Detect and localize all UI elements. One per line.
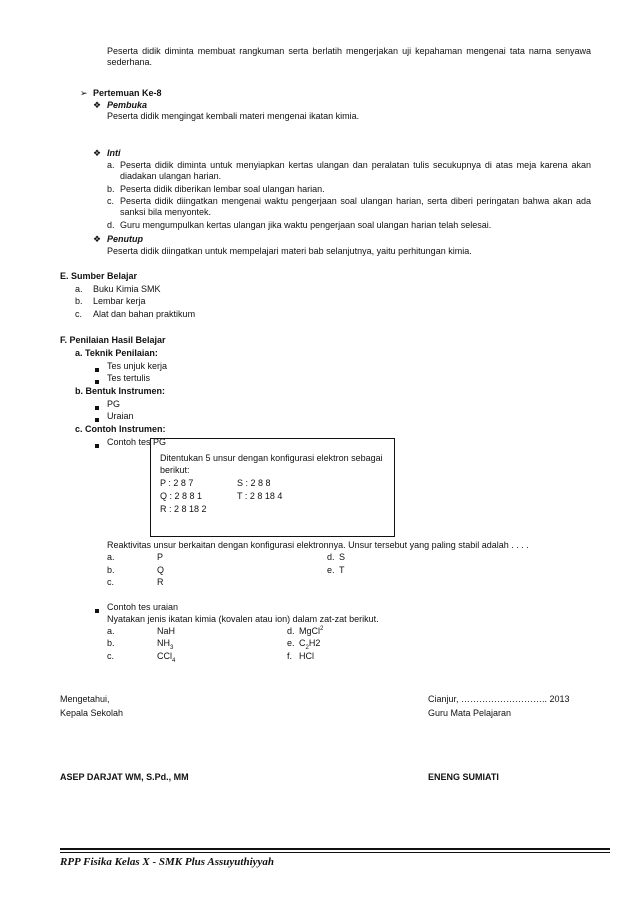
pembuka-title: Pembuka (107, 100, 148, 110)
sumber-marker: a. (75, 284, 83, 294)
footer-divider (60, 848, 610, 850)
pg-option: Q (157, 565, 165, 575)
bentuk-item: PG (107, 399, 121, 409)
uraian-option-marker: a. (107, 626, 115, 636)
diamond-bullet-icon: ❖ (93, 100, 102, 110)
square-bullet-icon (95, 364, 99, 375)
square-bullet-icon (95, 605, 99, 616)
diamond-bullet-icon: ❖ (93, 234, 102, 244)
sumber-title: E. Sumber Belajar (60, 271, 138, 281)
penutup-title: Penutup (107, 234, 143, 244)
pg-question: Reaktivitas unsur berkaitan dengan konfigurasi elektronnya. Unsur tersebut yang paling stabil adalah . . . . (107, 540, 529, 550)
sumber-item: Buku Kimia SMK (93, 284, 161, 294)
intro-paragraph: Peserta didik diminta membuat rangkuman serta berlatih mengerjakan uji kepahaman mengenai tata nama senyawa sederhana. (107, 46, 591, 67)
uraian-label: Contoh tes uraian (107, 602, 179, 612)
box-config-p: P : 2 8 7 (160, 478, 194, 488)
pg-option: S (339, 552, 346, 562)
uraian-option-marker: d. (287, 626, 295, 636)
sumber-marker: c. (75, 309, 83, 319)
inti-marker: c. (107, 196, 115, 206)
penilaian-title: F. Penilaian Hasil Belajar (60, 335, 166, 345)
uraian-question: Nyatakan jenis ikatan kimia (kovalen atau ion) dalam zat-zat berikut. (107, 614, 379, 624)
formula-pre: C (299, 638, 306, 648)
bentuk-title: b. Bentuk Instrumen: (75, 386, 166, 396)
inti-marker: d. (107, 220, 115, 230)
formula-sub: 2 (305, 644, 309, 651)
formula-sub: 3 (170, 644, 174, 651)
pg-option-marker: a. (107, 552, 115, 562)
pertemuan-title: Pertemuan Ke-8 (93, 88, 162, 98)
signature-left-line1: Mengetahui, (60, 694, 110, 704)
inti-item: Guru mengumpulkan kertas ulangan jika waktu pengerjaan soal ulangan harian telah selesai. (120, 220, 492, 230)
square-bullet-icon (95, 440, 99, 451)
signature-right-line1: Cianjur, ……………………….. 2013 (428, 694, 570, 704)
pg-option-marker: c. (107, 577, 115, 587)
inti-marker: b. (107, 184, 115, 194)
uraian-option (157, 638, 173, 649)
box-config-s: S : 2 8 8 (237, 478, 271, 488)
uraian-option-marker: e. (287, 638, 295, 648)
uraian-option: NaH (157, 626, 176, 636)
bentuk-item: Uraian (107, 411, 134, 421)
footer-text: RPP Fisika Kelas X - SMK Plus Assuyuthiyyah (60, 856, 275, 868)
teknik-title: a. Teknik Penilaian: (75, 348, 158, 358)
contoh-title: c. Contoh Instrumen: (75, 424, 166, 434)
uraian-option (299, 638, 320, 649)
formula-base: CCl (157, 651, 172, 661)
footer-divider-thin (60, 852, 610, 853)
pembuka-text: Peserta didik mengingat kembali materi mengenai ikatan kimia. (107, 111, 360, 121)
pg-option-marker: e. (327, 565, 335, 575)
uraian-option: HCl (299, 651, 314, 661)
arrow-bullet-icon: ➢ (80, 88, 88, 98)
formula-sub: 4 (172, 657, 176, 664)
box-config-r: R : 2 8 18 2 (160, 504, 207, 514)
contoh-pg-label: Contoh tes PG (107, 437, 167, 447)
inti-title: Inti (107, 148, 121, 158)
inti-item: Peserta didik diingatkan mengenai waktu pengerjaan soal ulangan harian, serta diberi peringatan bahwa akan ada sanksi bila menyontek. (120, 196, 591, 217)
penutup-text: Peserta didik diingatkan untuk mempelajari materi bab selanjutnya, yaitu perhitungan kimia. (107, 246, 472, 256)
diamond-bullet-icon: ❖ (93, 148, 102, 158)
sumber-item: Alat dan bahan praktikum (93, 309, 196, 319)
uraian-option (157, 651, 175, 662)
pg-option: R (157, 577, 164, 587)
signature-left-name: ASEP DARJAT WM, S.Pd., MM (60, 772, 189, 782)
formula-base: MgCl (299, 626, 321, 636)
formula-base: NH (157, 638, 170, 648)
signature-right-name: ENENG SUMIATI (428, 772, 499, 782)
box-line: berikut: (160, 465, 190, 475)
formula-post: H2 (308, 638, 321, 648)
uraian-option (299, 626, 323, 637)
uraian-option-marker: b. (107, 638, 115, 648)
sumber-item: Lembar kerja (93, 296, 146, 306)
teknik-item: Tes unjuk kerja (107, 361, 168, 371)
pg-option-marker: d. (327, 552, 335, 562)
formula-sup: 2 (320, 626, 324, 632)
inti-item: Peserta didik diminta untuk menyiapkan kertas ulangan dan peralatan tulis secukupnya di atas meja karena akan diadakan ulangan harian. (120, 160, 591, 181)
square-bullet-icon (95, 402, 99, 413)
sumber-marker: b. (75, 296, 83, 306)
uraian-option-marker: c. (107, 651, 115, 661)
uraian-option-marker: f. (287, 651, 293, 661)
box-config-t: T : 2 8 18 4 (237, 491, 283, 501)
inti-item: Peserta didik diberikan lembar soal ulangan harian. (120, 184, 325, 194)
pg-option: T (339, 565, 345, 575)
signature-right-line2: Guru Mata Pelajaran (428, 708, 512, 718)
box-config-q: Q : 2 8 8 1 (160, 491, 203, 501)
pg-option-marker: b. (107, 565, 115, 575)
pg-option: P (157, 552, 164, 562)
teknik-item: Tes tertulis (107, 373, 151, 383)
box-line: Ditentukan 5 unsur dengan konfigurasi elektron sebagai (160, 453, 383, 463)
signature-left-line2: Kepala Sekolah (60, 708, 124, 718)
inti-marker: a. (107, 160, 115, 170)
